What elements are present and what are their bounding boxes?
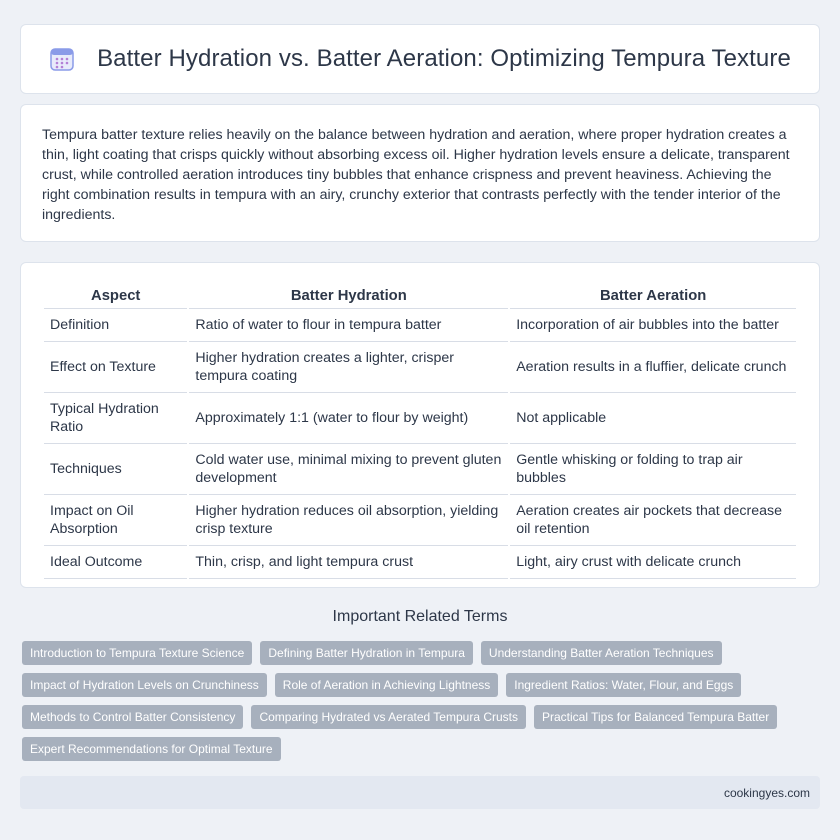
related-term-tag[interactable]: Introduction to Tempura Texture Science — [22, 641, 252, 665]
table-row — [44, 546, 796, 579]
table-cell: Cold water use, minimal mixing to prevent gluten development — [189, 444, 508, 495]
table-row — [44, 444, 796, 495]
related-terms-title: Important Related Terms — [332, 608, 508, 625]
table-cell: Thin, crisp, and light tempura crust — [189, 546, 508, 579]
table-cell: Typical Hydration Ratio — [44, 393, 187, 444]
calendar-icon — [49, 46, 75, 72]
table-cell: Effect on Texture — [44, 342, 187, 393]
related-term-tag[interactable]: Role of Aeration in Achieving Lightness — [275, 673, 498, 697]
header — [49, 45, 791, 73]
footer-site-link[interactable]: cookingyes.com — [723, 785, 810, 800]
table-cell: Techniques — [44, 444, 187, 495]
related-term-tag[interactable]: Ingredient Ratios: Water, Flour, and Eggs — [506, 673, 741, 697]
table-header-row — [44, 283, 796, 309]
table-cell: Light, airy crust with delicate crunch — [510, 546, 796, 579]
comparison-table-card — [20, 262, 820, 588]
table-cell: Gentle whisking or folding to trap air bubbles — [510, 444, 796, 495]
related-term-tag[interactable]: Expert Recommendations for Optimal Texture — [22, 737, 281, 761]
table-row — [44, 495, 796, 546]
column-header-aeration: Batter Aeration — [510, 283, 796, 309]
table-row — [44, 393, 796, 444]
table-cell: Ideal Outcome — [44, 546, 187, 579]
page-title: Batter Hydration vs. Batter Aeration: Optimizing Tempura Texture — [97, 45, 791, 72]
related-term-tag[interactable]: Understanding Batter Aeration Techniques — [481, 641, 722, 665]
table-cell: Definition — [44, 309, 187, 342]
table-cell: Aeration creates air pockets that decrease oil retention — [510, 495, 796, 546]
header-card — [20, 24, 820, 94]
related-term-tag[interactable]: Impact of Hydration Levels on Crunchiness — [22, 673, 267, 697]
comparison-table — [42, 283, 798, 579]
intro-card — [20, 104, 820, 242]
table-row — [44, 309, 796, 342]
related-term-tag[interactable]: Practical Tips for Balanced Tempura Batter — [534, 705, 777, 729]
related-term-tag[interactable]: Defining Batter Hydration in Tempura — [260, 641, 473, 665]
table-cell: Higher hydration creates a lighter, crisper tempura coating — [189, 342, 508, 393]
table-cell: Higher hydration reduces oil absorption, yielding crisp texture — [189, 495, 508, 546]
table-cell: Approximately 1:1 (water to flour by weight) — [189, 393, 508, 444]
table-cell: Aeration results in a fluffier, delicate crunch — [510, 342, 796, 393]
column-header-hydration: Batter Hydration — [189, 283, 508, 309]
table-row — [44, 342, 796, 393]
column-header-aspect: Aspect — [44, 283, 187, 309]
table-cell: Ratio of water to flour in tempura batter — [189, 309, 508, 342]
related-terms-list — [22, 641, 822, 761]
related-term-tag[interactable]: Comparing Hydrated vs Aerated Tempura Crusts — [251, 705, 526, 729]
intro-paragraph: Tempura batter texture relies heavily on the balance between hydration and aeration, where proper hydration creates a thin, light coating that crisps quickly without absorbing excess oil. Higher hydration levels ensure a delicate, transparent crust, while controlled aeration introduces tiny bubbles that enhance crispness and prevent heaviness. Achieving the right combination results in tempura with an airy, crunchy exterior that contrasts perfectly with the tender interior of the ingredients. — [42, 127, 790, 223]
footer — [20, 776, 820, 809]
related-term-tag[interactable]: Methods to Control Batter Consistency — [22, 705, 243, 729]
table-cell: Not applicable — [510, 393, 796, 444]
table-cell: Incorporation of air bubbles into the batter — [510, 309, 796, 342]
table-cell: Impact on Oil Absorption — [44, 495, 187, 546]
